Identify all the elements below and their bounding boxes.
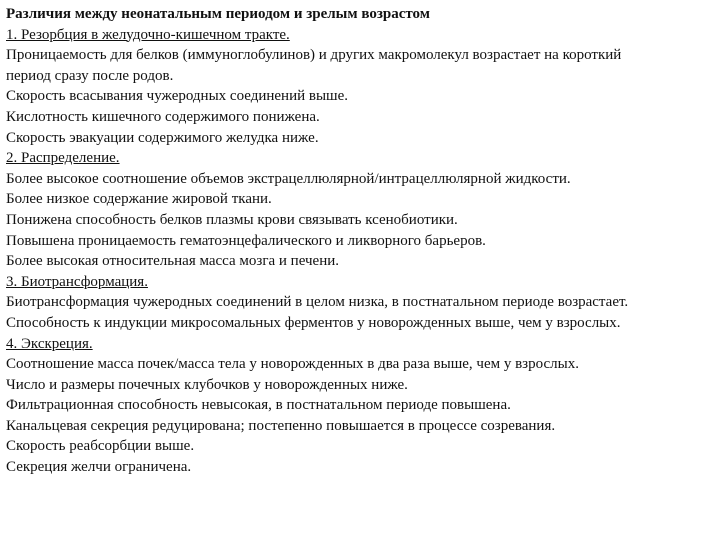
section-heading-resorption: 1. Резорбция в желудочно-кишечном тракте. xyxy=(6,26,290,43)
text-line: Повышена проницаемость гематоэнцефалического и ликворного барьеров. xyxy=(6,232,486,249)
text-line: Скорость всасывания чужеродных соединений выше. xyxy=(6,88,349,105)
text-line: Способность к индукции микросомальных ферментов у новорожденных выше, чем у взрослых. xyxy=(6,314,621,331)
text-line: Более низкое содержание жировой ткани. xyxy=(6,191,272,208)
text-line: Число и размеры почечных клубочков у новорожденных ниже. xyxy=(6,376,408,393)
text-line: Кислотность кишечного содержимого понижена. xyxy=(6,108,320,125)
text-line: период сразу после родов. xyxy=(6,67,174,84)
text-line: Канальцевая секреция редуцирована; постепенно повышается в процессе созревания. xyxy=(6,417,556,434)
text-line: Проницаемость для белков (иммуноглобулинов) и других макромолекул возрастает на короткий xyxy=(6,47,622,64)
text-line: Более высокое соотношение объемов экстрацеллюлярной/интрацеллюлярной жидкости. xyxy=(6,170,571,187)
text-line: Скорость эвакуации содержимого желудка ниже. xyxy=(6,129,319,146)
text-line: Более высокая относительная масса мозга и печени. xyxy=(6,253,339,270)
page-title: Различия между неонатальным периодом и зрелым возрастом xyxy=(6,6,430,22)
section-heading-excretion: 4. Экскреция. xyxy=(6,335,93,352)
text-line: Скорость реабсорбции выше. xyxy=(6,438,195,455)
text-line: Биотрансформация чужеродных соединений в целом низка, в постнатальном периоде возрастает. xyxy=(6,294,629,311)
section-heading-biotransformation: 3. Биотрансформация. xyxy=(6,273,148,290)
text-line: Соотношение масса почек/масса тела у новорожденных в два раза выше, чем у взрослых. xyxy=(6,356,579,373)
text-line: Понижена способность белков плазмы крови связывать ксенобиотики. xyxy=(6,211,458,228)
document-body xyxy=(6,4,718,478)
section-heading-distribution: 2. Распределение. xyxy=(6,150,120,167)
text-line: Фильтрационная способность невысокая, в постнатальном периоде повышена. xyxy=(6,397,511,414)
text-line: Секреция желчи ограничена. xyxy=(6,459,192,476)
